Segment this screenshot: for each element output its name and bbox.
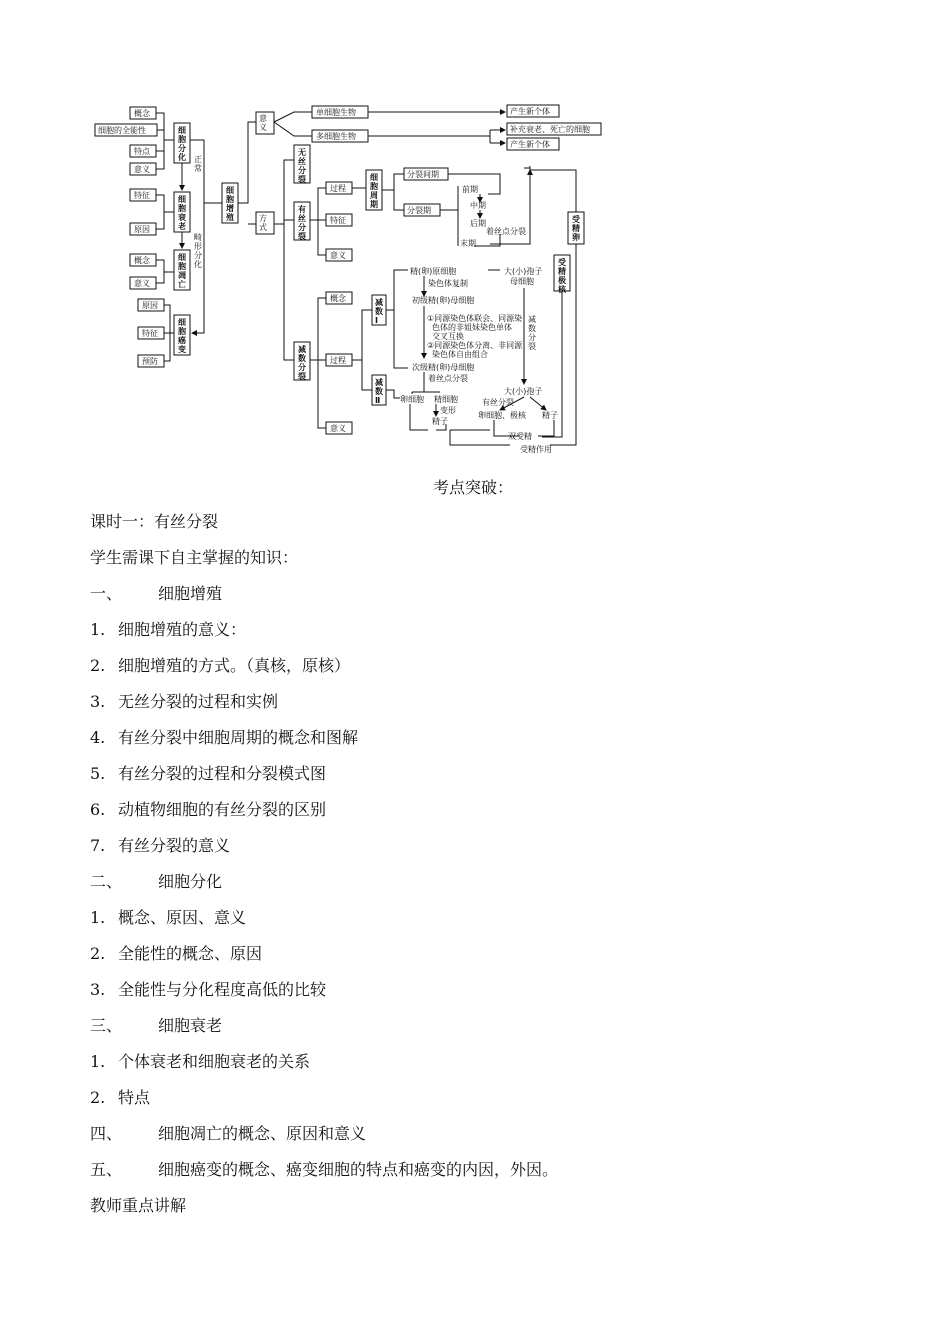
fertilized-egg-box: 受精卵 (572, 215, 580, 242)
line-number: 1. (90, 1052, 106, 1071)
fertilization-label: 受精作用 (520, 445, 552, 454)
anaphase-label: 后期 (470, 219, 486, 228)
aging-box: 细胞衰老 (178, 195, 186, 231)
line-number: 5. (90, 764, 106, 783)
line-number: 6. (90, 800, 106, 819)
list-item (90, 1052, 310, 1072)
list-item (90, 656, 350, 676)
line-text: 有丝分裂中细胞周期的概念和图解 (118, 728, 359, 747)
list-item (90, 728, 358, 748)
mitosis-meaning-box: 意义 (330, 251, 346, 260)
abnormal-label: 畸形分化 (194, 233, 202, 269)
section-caption: 考点突破： (433, 478, 514, 497)
aging-feature-box: 特征 (134, 191, 150, 200)
line-number: 一、 (90, 584, 123, 603)
cancer-cause-box: 原因 (142, 301, 158, 310)
list-item (90, 800, 326, 820)
metaphase-label: 中期 (470, 201, 486, 210)
line-text: 细胞分化 (158, 872, 223, 891)
mitosis-box: 有丝分裂 (298, 205, 306, 241)
spore-label: 大(小)孢子 (504, 387, 543, 396)
line-text: 细胞衰老 (158, 1016, 223, 1035)
section-heading (90, 1016, 222, 1036)
spore-mother-line1: 大(小)孢子 (504, 267, 543, 276)
line-text: 有丝分裂的意义 (118, 836, 231, 855)
meiosis-concept-box: 概念 (330, 294, 346, 303)
amitosis-box: 无丝分裂 (298, 148, 306, 184)
cancer-box: 细胞癌变 (178, 318, 186, 354)
line-number: 二、 (90, 872, 123, 891)
list-item (90, 944, 262, 964)
text-line (90, 1196, 186, 1216)
line-text: 细胞增殖 (158, 584, 223, 603)
primordial-cell-label: 精(卵)原细胞 (410, 267, 457, 276)
method-box: 方式 (259, 214, 267, 232)
apoptosis-concept-box: 概念 (134, 256, 150, 265)
egg-polar-label: 卵细胞、极核 (478, 411, 526, 420)
text-line (90, 548, 298, 568)
meiosis-side-label: 减数分裂 (528, 315, 536, 351)
list-item (90, 1088, 150, 1108)
line-number: 7. (90, 836, 106, 855)
primary-cell-label: 初级精(卵)母细胞 (412, 296, 475, 305)
spore-mother-line2: 母细胞 (510, 277, 534, 286)
interphase-box: 分裂间期 (407, 170, 439, 179)
normal-label: 正常 (194, 155, 202, 173)
diff-feature-box: 特点 (134, 147, 150, 156)
list-item (90, 764, 326, 784)
meiosis1-box: 减数 Ⅰ (375, 298, 383, 325)
proliferation-box: 细胞增殖 (226, 186, 234, 222)
line-text: 全能性的概念、原因 (118, 944, 263, 963)
line-number: 2. (90, 656, 106, 675)
cell-cycle-box: 细胞周期 (370, 173, 378, 209)
meiosis-box: 减数分裂 (298, 345, 306, 381)
line-text: 细胞癌变的概念、癌变细胞的特点和癌变的内因，外因。 (158, 1160, 559, 1179)
text-line (90, 512, 218, 532)
line-number: 1. (90, 620, 106, 639)
list-item (90, 620, 246, 640)
line-text: 教师重点讲解 (90, 1196, 187, 1215)
unicellular-box: 单细胞生物 (316, 108, 356, 117)
new-individual-box-1: 产生新个体 (510, 107, 550, 116)
line-text: 个体衰老和细胞衰老的关系 (118, 1052, 311, 1071)
apoptosis-box: 细胞凋亡 (178, 253, 186, 289)
centromere-split-label: 着丝点分裂 (486, 227, 526, 236)
sperm2-label: 精子 (542, 411, 558, 420)
line-text: 特点 (118, 1088, 151, 1107)
line-text: 全能性与分化程度高低的比较 (118, 980, 327, 999)
transform-label: 变形 (440, 406, 456, 415)
double-fert-label: 双受精 (508, 432, 532, 441)
replenish-box: 补充衰老、死亡的细胞 (510, 125, 590, 134)
knowledge-concept-map (90, 100, 610, 460)
line-number: 四、 (90, 1124, 123, 1143)
secondary-cell-label: 次级精(卵)母细胞 (412, 363, 475, 372)
meiosis2-box: 减数 Ⅱ (375, 378, 383, 405)
prophase-label: 前期 (462, 185, 478, 194)
new-individual-box-2: 产生新个体 (510, 140, 550, 149)
line-number: 三、 (90, 1016, 123, 1035)
list-item (90, 980, 326, 1000)
list-item (90, 692, 278, 712)
line-number: 3. (90, 692, 106, 711)
line-number: 2. (90, 944, 106, 963)
line-number: 五、 (90, 1160, 123, 1179)
list-item (90, 836, 230, 856)
section-heading (90, 1160, 558, 1180)
line-number: 4. (90, 728, 106, 747)
note1-line3: 交叉互换 (432, 332, 464, 341)
meiosis-meaning-box: 意义 (330, 424, 346, 433)
mitotic-label: 有丝分裂 (482, 398, 514, 407)
list-item (90, 908, 246, 928)
section-heading (90, 1124, 366, 1144)
fertilized-polar-box: 受精极核 (558, 258, 566, 294)
line-text: 细胞增殖的方式。（真核，原核） (118, 656, 351, 675)
cancer-prevent-box: 预防 (142, 357, 158, 366)
line-text: 无丝分裂的过程和实例 (118, 692, 279, 711)
line-text: 课时一：有丝分裂 (90, 512, 219, 531)
left-column (95, 107, 164, 367)
multicellular-box: 多细胞生物 (316, 132, 356, 141)
line-number: 1. (90, 908, 106, 927)
line-number: 2. (90, 1088, 106, 1107)
sperm-cell-label: 精细胞 (434, 395, 458, 404)
meaning-box: 意义 (259, 114, 267, 132)
line-text: 概念、原因、意义 (118, 908, 247, 927)
note2-line1: ②同源染色体分离、非同源 (427, 341, 523, 350)
cancer-feature-box: 特征 (142, 329, 158, 338)
mitosis-feature-box: 特征 (330, 216, 346, 225)
diff-meaning-box: 意义 (134, 165, 150, 174)
line-text: 有丝分裂的过程和分裂模式图 (118, 764, 327, 783)
line-text: 细胞增殖的意义： (118, 620, 247, 639)
diff-concept-box: 概念 (134, 109, 150, 118)
aging-cause-box: 原因 (134, 225, 150, 234)
centromere-split2-label: 着丝点分裂 (428, 374, 468, 383)
dna-replication-label: 染色体复制 (428, 279, 468, 288)
apoptosis-meaning-box: 意义 (134, 279, 150, 288)
telophase-label: 末期 (460, 239, 476, 248)
note1-line1: ①同源染色体联会、同源染 (427, 314, 523, 323)
line-text: 动植物细胞的有丝分裂的区别 (118, 800, 327, 819)
totipotency-box: 细胞的全能性 (98, 126, 146, 135)
sperm-label: 精子 (432, 417, 448, 426)
note2-line2: 染色体自由组合 (432, 350, 488, 359)
egg-cell-label: 卵细胞 (400, 395, 424, 404)
division-box: 分裂期 (407, 206, 431, 215)
differentiation-box: 细胞分化 (178, 126, 186, 162)
line-number: 3. (90, 980, 106, 999)
mitosis-process-box: 过程 (330, 184, 346, 193)
section-heading (90, 872, 222, 892)
section-heading (90, 584, 222, 604)
note1-line2: 色体的非姐妹染色单体 (432, 323, 512, 332)
line-text: 学生需课下自主掌握的知识： (90, 548, 299, 567)
line-text: 细胞凋亡的概念、原因和意义 (158, 1124, 367, 1143)
meiosis-process-box: 过程 (330, 356, 346, 365)
